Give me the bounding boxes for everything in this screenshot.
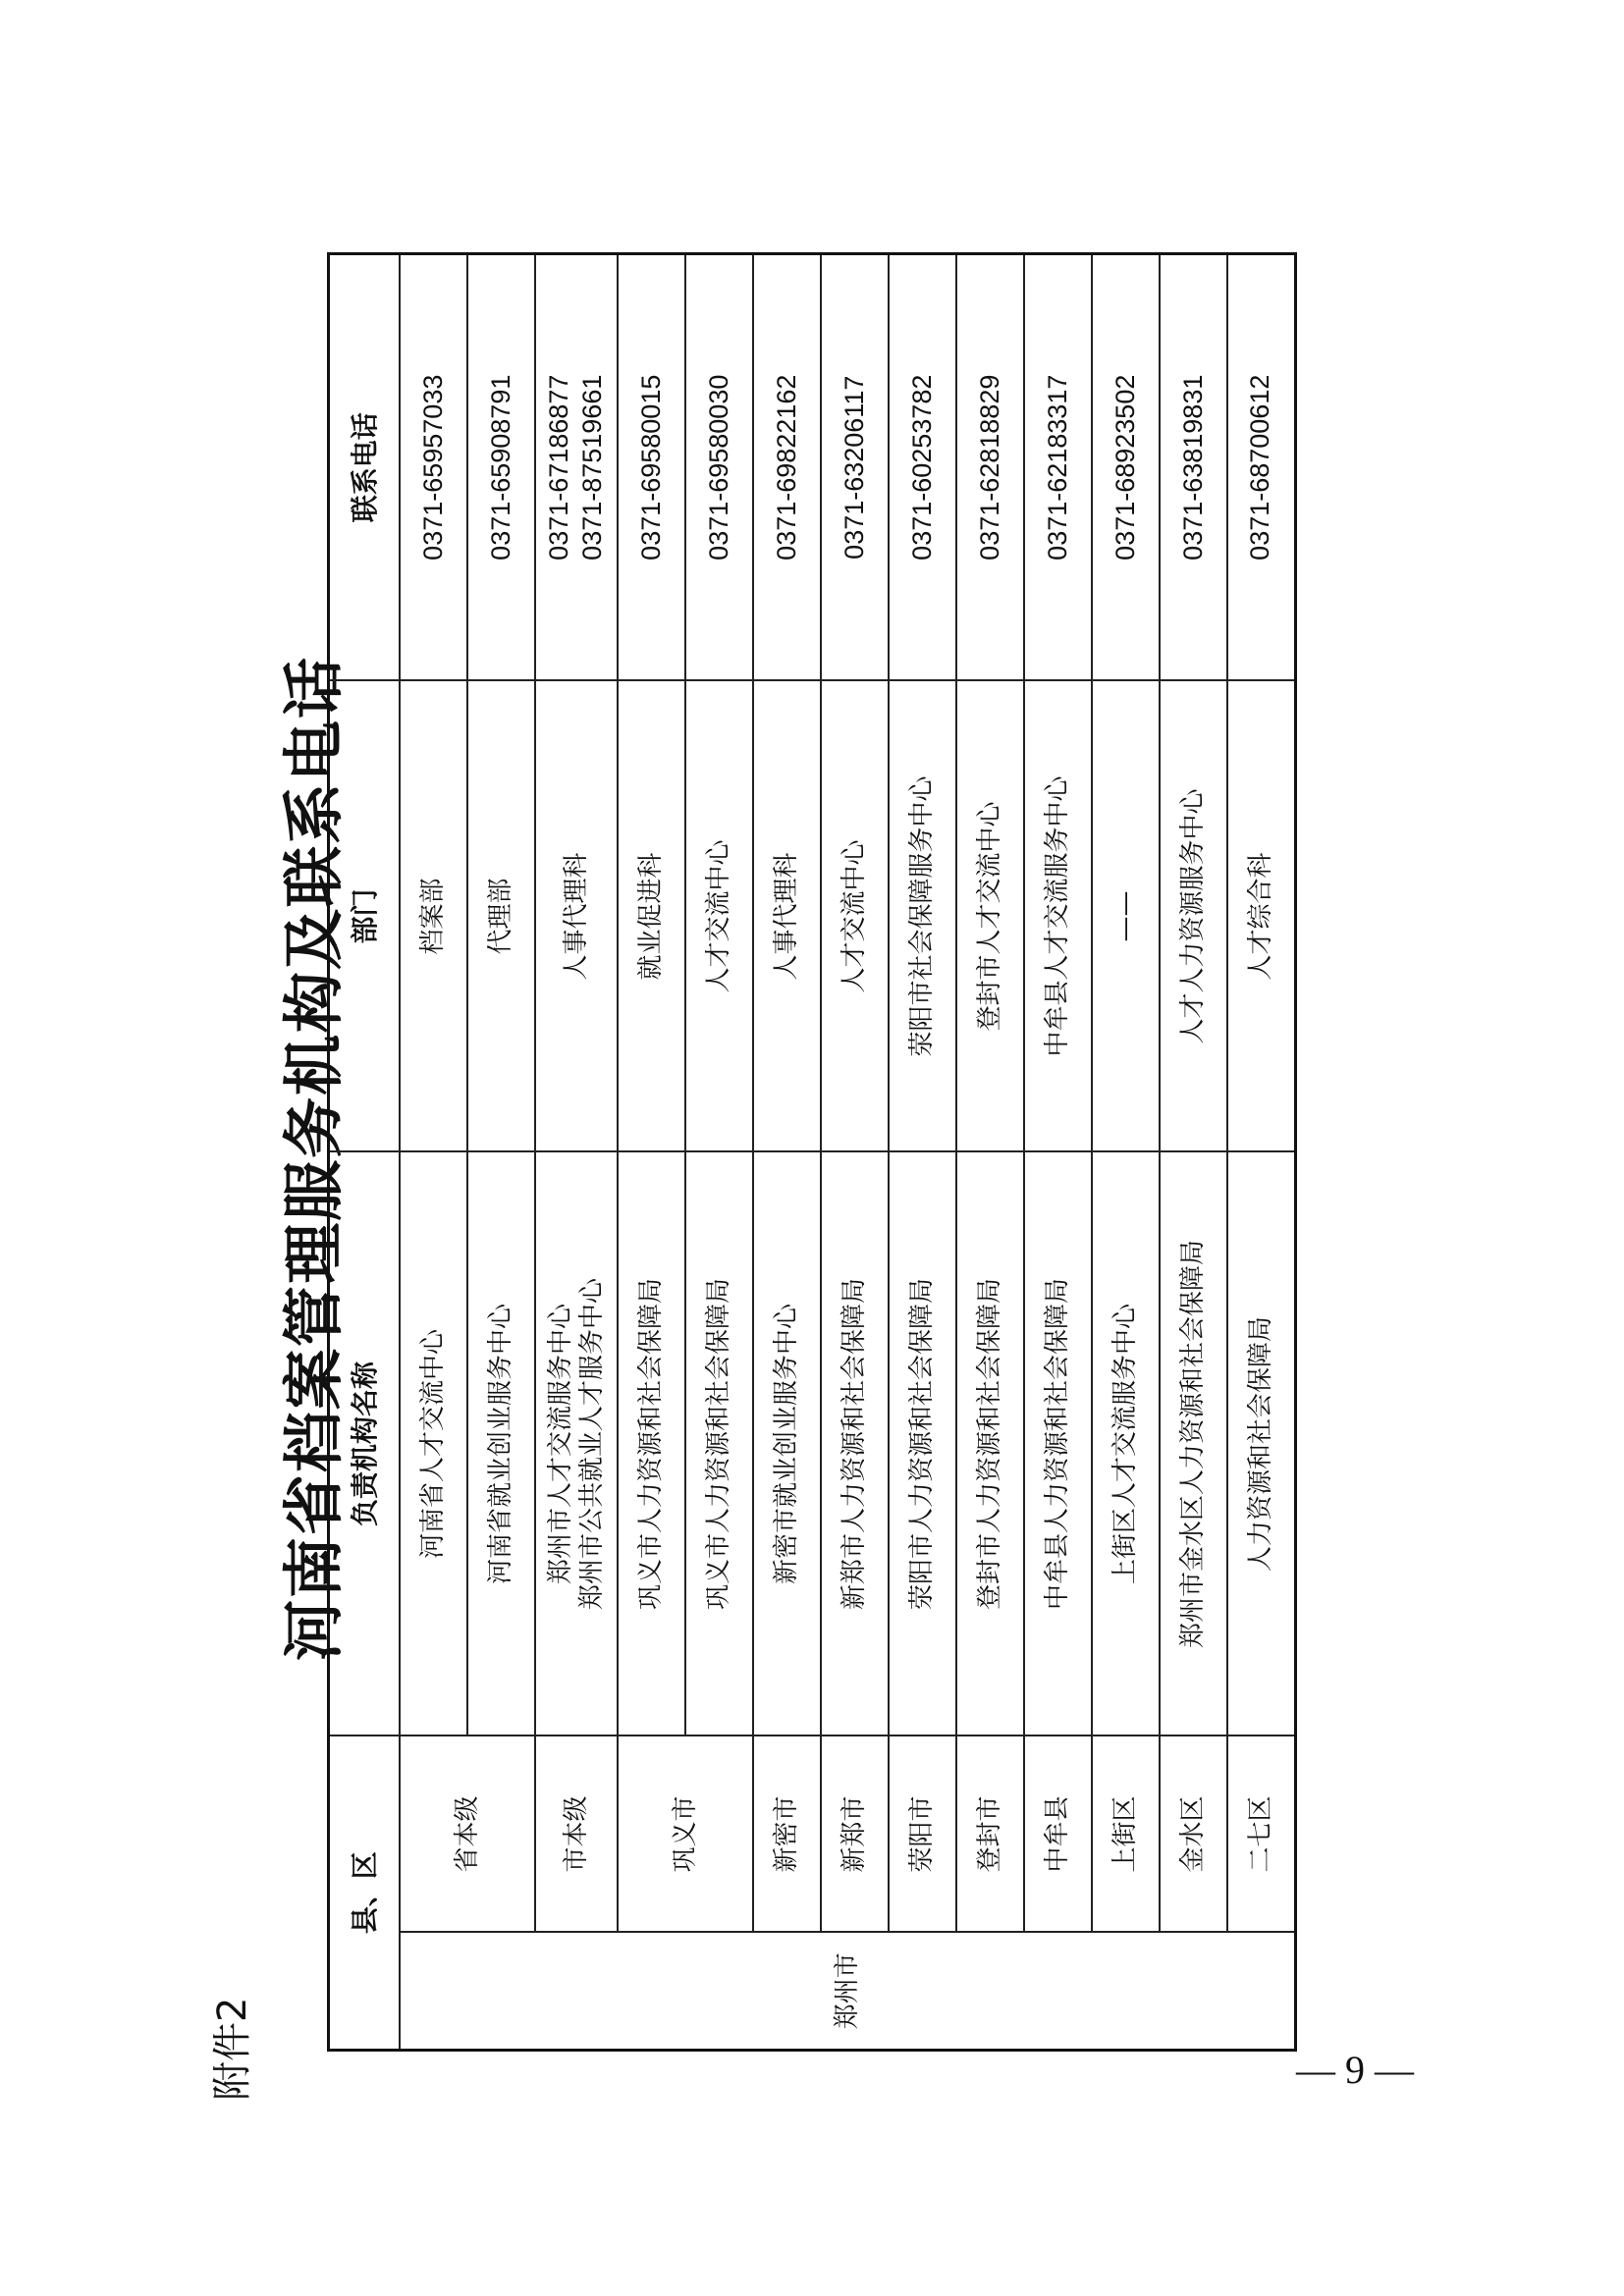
table-row <box>1160 253 1227 2050</box>
agency-line: 郑州市人才交流服务中心 <box>545 1303 575 1584</box>
phone-cell: 0371-69822162 <box>753 253 821 680</box>
department-cell: 荥阳市社会保障服务中心 <box>889 680 956 1151</box>
phone-cell <box>535 253 618 680</box>
phone-line: 0371-67186877 <box>544 374 574 561</box>
area-cell: 上街区 <box>1092 1735 1160 1932</box>
area-cell: 中牟县 <box>1024 1735 1092 1932</box>
contact-table <box>327 252 1297 2052</box>
phone-cell: 0371-68700612 <box>1227 253 1295 680</box>
agency-cell: 巩义市人力资源和社会保障局 <box>685 1151 753 1735</box>
table-row <box>753 253 821 2050</box>
phone-cell: 0371-65957033 <box>400 253 467 680</box>
table-row <box>618 253 685 2050</box>
header-agency: 负责机构名称 <box>329 1151 401 1735</box>
department-cell: 代理部 <box>467 680 535 1151</box>
department-cell: 人才综合科 <box>1227 680 1295 1151</box>
rotated-page-content <box>172 196 1330 2120</box>
department-cell: 人事代理科 <box>753 680 821 1151</box>
header-county: 县、区 <box>329 1735 401 2050</box>
page-number: — 9 — <box>1296 2048 1414 2092</box>
city-group-cell: 郑州市 <box>400 1933 1295 2051</box>
phone-line: 0371-87519661 <box>577 374 607 561</box>
phone-cell: 0371-62818829 <box>956 253 1024 680</box>
attachment-label: 附件2 <box>210 1997 255 2101</box>
table-row <box>821 253 889 2050</box>
department-cell: 人才交流中心 <box>821 680 889 1151</box>
agency-cell: 上街区人才交流服务中心 <box>1092 1151 1160 1735</box>
agency-cell <box>535 1151 618 1735</box>
agency-cell: 荥阳市人力资源和社会保障局 <box>889 1151 956 1735</box>
area-cell: 登封市 <box>956 1735 1024 1932</box>
area-cell: 金水区 <box>1160 1735 1227 1932</box>
table-row <box>535 253 618 2050</box>
phone-cell: 0371-69580030 <box>685 253 753 680</box>
agency-cell: 登封市人力资源和社会保障局 <box>956 1151 1024 1735</box>
header-department: 部门 <box>329 680 401 1151</box>
department-cell: 人才人力资源服务中心 <box>1160 680 1227 1151</box>
area-cell: 巩义市 <box>618 1735 753 1932</box>
table-header-row <box>329 253 401 2050</box>
department-cell: 人才交流中心 <box>685 680 753 1151</box>
table-row <box>1227 253 1295 2050</box>
table-row <box>956 253 1024 2050</box>
table-row <box>1092 253 1160 2050</box>
table-row <box>400 253 467 2050</box>
phone-cell: 0371-62183317 <box>1024 253 1092 680</box>
header-phone: 联系电话 <box>329 253 401 680</box>
department-cell: 就业促进科 <box>618 680 685 1151</box>
phone-cell: 0371-69580015 <box>618 253 685 680</box>
agency-cell: 河南省人才交流中心 <box>400 1151 467 1735</box>
phone-cell: 0371-63206117 <box>821 253 889 680</box>
area-cell: 新郑市 <box>821 1735 889 1932</box>
phone-cell: 0371-65908791 <box>467 253 535 680</box>
table-row <box>889 253 956 2050</box>
agency-cell: 河南省就业创业服务中心 <box>467 1151 535 1735</box>
agency-cell: 新密市就业创业服务中心 <box>753 1151 821 1735</box>
agency-cell: 郑州市金水区人力资源和社会保障局 <box>1160 1151 1227 1735</box>
area-cell: 省本级 <box>400 1735 535 1932</box>
phone-cell: 0371-63819831 <box>1160 253 1227 680</box>
department-cell: 中牟县人才交流服务中心 <box>1024 680 1092 1151</box>
area-cell: 荥阳市 <box>889 1735 956 1932</box>
agency-cell: 新郑市人力资源和社会保障局 <box>821 1151 889 1735</box>
phone-cell: 0371-60253782 <box>889 253 956 680</box>
table-row <box>1024 253 1092 2050</box>
phone-cell: 0371-68923502 <box>1092 253 1160 680</box>
page-title: 河南省档案管理服务机构及联系电话 <box>278 656 350 1662</box>
department-cell: 人事代理科 <box>535 680 618 1151</box>
area-cell: 新密市 <box>753 1735 821 1932</box>
agency-line: 郑州市公共就业人才服务中心 <box>577 1277 607 1610</box>
area-cell: 市本级 <box>535 1735 618 1932</box>
area-cell: 二七区 <box>1227 1735 1295 1932</box>
department-cell: 登封市人才交流中心 <box>956 680 1024 1151</box>
department-cell: —— <box>1092 680 1160 1151</box>
department-cell: 档案部 <box>400 680 467 1151</box>
agency-cell: 巩义市人力资源和社会保障局 <box>618 1151 685 1735</box>
agency-cell: 人力资源和社会保障局 <box>1227 1151 1295 1735</box>
agency-cell: 中牟县人力资源和社会保障局 <box>1024 1151 1092 1735</box>
